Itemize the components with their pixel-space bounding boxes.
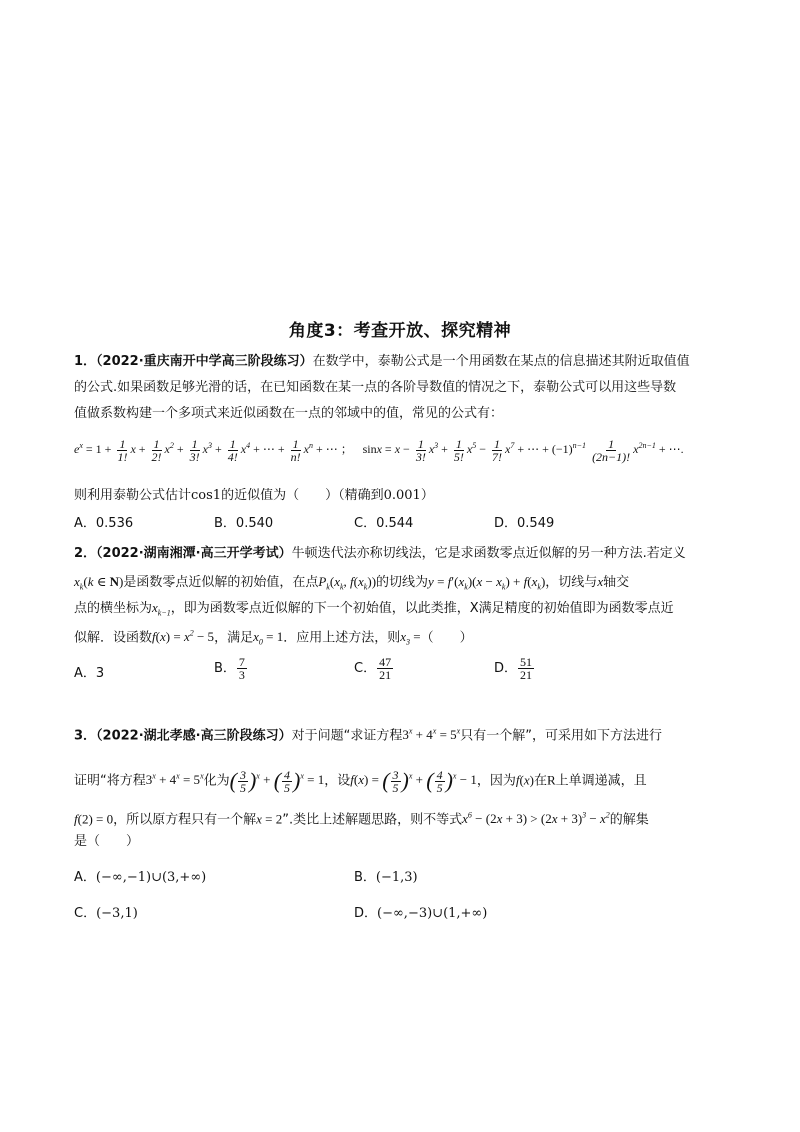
- q2-text-2d: 轴交: [603, 575, 630, 590]
- q3-text-1a: 对于问题“求证方程: [291, 728, 403, 744]
- q2-line-2: [74, 572, 734, 598]
- point-pk-expr: $P_k(x_k$, $f(x_k)$): [318, 574, 377, 592]
- q1-option-d[interactable]: D．0.549: [494, 516, 555, 531]
- q2-text-2b: 的切线为: [376, 575, 429, 590]
- q1-ask-mid: 的近似值为（ ）（精确到: [221, 488, 384, 503]
- q1-option-c[interactable]: C．0.544: [354, 516, 414, 531]
- q1-ask-post: ）: [420, 488, 434, 503]
- q3-text-2a: 证明“将方程: [74, 773, 146, 789]
- q2-option-a[interactable]: A．3: [74, 666, 105, 681]
- q2-text-3a: 点的横坐标为: [74, 601, 153, 616]
- q2-option-c[interactable]: C． $\frac{47}{21}$: [354, 655, 392, 682]
- q1-ask-expr: cos1: [191, 488, 222, 503]
- q3-text-2c: ，设: [324, 773, 351, 789]
- q1-text-1: 在数学中，泰勒公式是一个用函数在某点的信息描述其附近取值值: [312, 354, 690, 369]
- q2-number: 2．: [74, 546, 97, 561]
- q3-line-3: [74, 806, 734, 830]
- q3-number: 3．: [74, 728, 97, 744]
- q2-text-1: 牛顿迭代法亦称切线法，它是求函数零点近似解的另一种方法.若定义: [291, 546, 686, 561]
- q1-ask-prec: 0.001: [383, 488, 421, 503]
- x-eq-2-expr: x = 2: [256, 811, 283, 827]
- real-set-R: R: [546, 772, 556, 788]
- q3-line-4: [74, 832, 734, 852]
- tangent-line-expr: $y = f'(x_k)(x - x_k) + f(x_k)$: [428, 574, 546, 592]
- q2-option-d[interactable]: D． $\frac{51}{21}$: [494, 655, 533, 682]
- x3-expr: $x_3$ =: [400, 629, 421, 647]
- q1-formula-line: [74, 436, 734, 463]
- transformed-equation-expr: ( $\frac{3}{5}$ )$^x$ + ( $\frac{4}{5}$ )$^x$ = 1: [229, 767, 325, 795]
- q1-line-2: [74, 378, 734, 398]
- q2-text-4c: ．应用上述方法，则: [283, 630, 401, 646]
- fx-expr: f(x): [515, 772, 534, 788]
- equation-expr: $3^x + 4^x = 5^x$: [402, 727, 461, 743]
- q3-text-3a: ，所以原方程只有一个解: [113, 812, 257, 828]
- q1-option-b[interactable]: B．0.540: [214, 516, 274, 531]
- xk1-expr: $x_{k-1}$: [152, 600, 171, 618]
- q3-option-d[interactable]: D．(−∞,−3)∪(1,+∞): [354, 906, 488, 921]
- xk-expr: $x_k(k$ ∈ N): [74, 574, 124, 592]
- function-def-expr: $f(x) = x^2 - 5$: [152, 629, 215, 645]
- q3-text-2b: 化为: [203, 773, 230, 789]
- q3-text-3c: 的解集: [609, 812, 649, 828]
- q2-text-4d: （ ）: [420, 630, 473, 646]
- q2-text-3b: ，即为函数零点近似解的下一个初始值，以此类推，X满足精度的初始值即为函数零点近: [170, 601, 674, 616]
- equation-expr-2: $3^x + 4^x = 5^x$: [145, 772, 204, 788]
- q3-line-1: [74, 722, 734, 746]
- x-axis-var: x: [597, 574, 604, 589]
- q2-line-4: [74, 624, 734, 653]
- q3-text-1b: 只有一个解”，可采用如下方法进行: [460, 728, 662, 744]
- q3-line-2: [74, 762, 734, 796]
- q3-text-2f: 上单调递减，且: [555, 773, 647, 789]
- page-title: 角度3：考查开放、探究精神: [288, 321, 512, 341]
- q2-line-1: [74, 544, 734, 564]
- q2-text-4a: 似解．设函数: [74, 630, 153, 646]
- q1-ask-line: [74, 486, 734, 506]
- q2-text-2c: ，切线与: [545, 575, 598, 590]
- q3-text-4: 是（ ）: [74, 834, 140, 849]
- q1-line-1: [74, 352, 734, 372]
- inequality-expr: $x^6 - (2x + 3) > (2x + 3)^3 - x^2$: [462, 811, 610, 827]
- q1-source: （2022·重庆南开中学高三阶段练习）: [96, 354, 313, 369]
- q1-number: 1．: [74, 354, 97, 369]
- q3-text-2d: ，因为: [476, 773, 516, 789]
- q1-option-a[interactable]: A．0.536: [74, 516, 134, 531]
- q1-text-2: 的公式.如果函数足够光滑的话，在已知函数在某一点的各阶导数值的情况之下，泰勒公式可以用这些导数: [74, 380, 677, 395]
- f2-expr: f(2) = 0: [74, 811, 114, 827]
- fx-def-expr: f(x) = ( $\frac{3}{5}$ )$^x$ + ( $\frac{4}{5}$ )$^x$ − 1: [350, 767, 477, 795]
- q1-line-3: [74, 404, 734, 424]
- q3-option-b[interactable]: B．(−1,3): [354, 870, 418, 885]
- q3-text-2e: 在: [533, 773, 547, 789]
- q2-text-2a: 是函数零点近似解的初始值，在点: [123, 575, 319, 590]
- q3-option-c[interactable]: C．(−3,1): [74, 906, 138, 921]
- q3-source: （2022·湖北孝感·高三阶段练习）: [96, 728, 292, 744]
- sin-series-formula: sinx = x − $\frac{1}{3!}$ $x^3$ + $\frac{1}{5!}$ $x^5$ − $\frac{1}{7!}$ $x^7$ + ⋯ + $(-1)^{n-1}$ $\frac{1}{(2n-1)!}$ $x^{2n-1}$ + ⋯.: [362, 436, 684, 464]
- q2-text-4b: ，满足: [214, 630, 254, 646]
- q2-source: （2022·湖南湘潭·高三开学考试）: [96, 546, 292, 561]
- q2-option-b[interactable]: B． $\frac{7}{3}$: [214, 655, 245, 682]
- exp-series-formula: $e^x = 1$ + $\frac{1}{1!}$ x + $\frac{1}{2!}$ $x^2$ + $\frac{1}{3!}$ $x^3$ + $\frac{1}{4!}$ $x^4$ + ⋯ + $\frac{1}{n!}$ $x^n$ + ⋯ ；: [74, 436, 353, 464]
- q1-ask-pre: 则利用泰勒公式估计: [74, 488, 192, 503]
- q3-option-a[interactable]: A．(−∞,−1)∪(3,+∞): [74, 870, 207, 885]
- q2-line-3: [74, 598, 734, 624]
- q3-text-3b: ”.类比上述解题思路，则不等式: [282, 812, 463, 828]
- q1-text-3: 值做系数构建一个多项式来近似函数在一点的邻域中的值，常见的公式有：: [74, 406, 504, 421]
- x0-expr: $x_0 = 1$: [253, 629, 284, 647]
